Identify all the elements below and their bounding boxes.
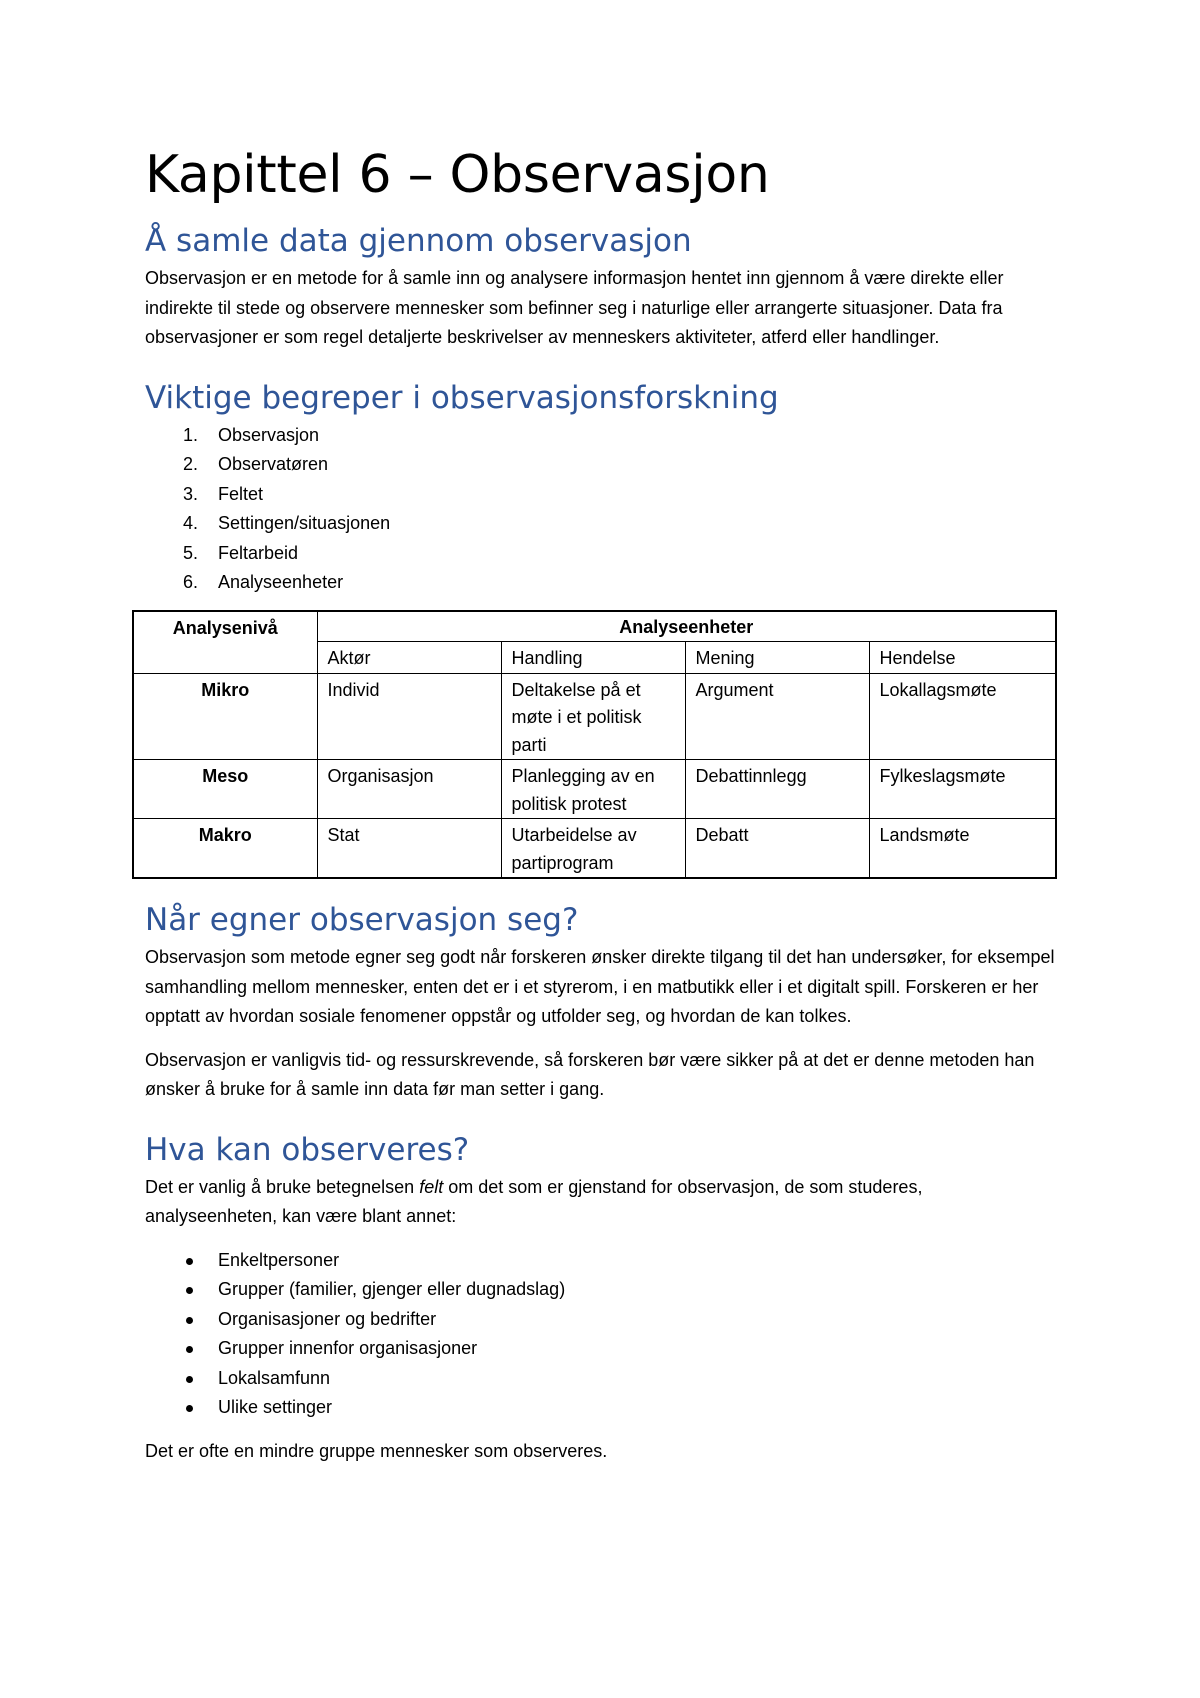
chapter-title: Kapittel 6 – Observasjon bbox=[145, 145, 770, 205]
table-row bbox=[133, 760, 1056, 819]
list-item bbox=[145, 539, 1055, 569]
list-item bbox=[145, 509, 1055, 539]
section-heading-key-concepts: Viktige begreper i observasjonsforskning bbox=[145, 379, 779, 416]
list-item-label: Feltarbeid bbox=[218, 542, 299, 563]
list-item bbox=[145, 1305, 1055, 1335]
table-cell: Utarbeidelse av partiprogram bbox=[501, 819, 685, 879]
paragraph-observation-definition: Observasjon er en metode for å samle inn og analysere informasjon hentet inn gjennom å være direkte eller indirekte til stede og observere mennesker som befinner seg i naturlige eller arrangerte situasjoner. Data fra observasjoner er som regel detaljerte beskrivelser av menneskers aktiviteter, atferd eller handlinger. bbox=[145, 268, 1004, 347]
table-column-header: Mening bbox=[685, 642, 869, 674]
table-header-row bbox=[133, 611, 1056, 642]
table-row bbox=[133, 673, 1056, 760]
table-row bbox=[133, 819, 1056, 879]
list-item bbox=[145, 1393, 1055, 1423]
table-header-level: Analysenivå bbox=[133, 611, 317, 674]
table-column-header: Handling bbox=[501, 642, 685, 674]
list-item-label: Observatøren bbox=[218, 454, 329, 474]
table-cell: Debattinnlegg bbox=[685, 760, 869, 819]
table-cell: Argument bbox=[685, 673, 869, 760]
bullet-icon bbox=[186, 1405, 193, 1412]
paragraph-when-suitable: Observasjon som metode egner seg godt når forskeren ønsker direkte tilgang til det han undersøker, for eksempel samhandling mellom mennesker, enten det er i et styrerom, i en matbutikk eller i et digitalt spill. Forskeren er her opptatt av hvordan sosiale fenomener oppstår og utfolder seg, og hvordan de kan tolkes. bbox=[145, 947, 1055, 1026]
list-item-label: Grupper (familier, gjenger eller dugnadslag) bbox=[218, 1279, 566, 1299]
table-cell-level: Meso bbox=[133, 760, 317, 819]
list-item-label: Lokalsamfunn bbox=[218, 1367, 331, 1388]
table-cell: Debatt bbox=[685, 819, 869, 879]
list-number: 4. bbox=[183, 513, 199, 533]
list-number: 3. bbox=[183, 483, 199, 504]
table-cell: Individ bbox=[317, 673, 501, 760]
paragraph-field-intro bbox=[145, 1173, 1055, 1232]
intro-italic-term: felt bbox=[419, 1176, 444, 1197]
list-item-label: Ulike settinger bbox=[218, 1397, 333, 1417]
list-number: 1. bbox=[183, 424, 199, 445]
table-cell: Organisasjon bbox=[317, 760, 501, 819]
bullet-icon bbox=[186, 1376, 193, 1383]
list-item-label: Settingen/situasjonen bbox=[218, 513, 391, 533]
bullet-icon bbox=[186, 1317, 193, 1324]
section-heading-when-suitable: Når egner observasjon seg? bbox=[145, 902, 579, 938]
table-cell: Deltakelse på et møte i et politisk parti bbox=[501, 673, 685, 760]
list-item bbox=[145, 1275, 1055, 1305]
table-cell-level: Makro bbox=[133, 819, 317, 879]
paragraph-closing: Det er ofte en mindre gruppe mennesker som observeres. bbox=[145, 1440, 608, 1461]
list-number: 5. bbox=[183, 542, 199, 563]
list-item bbox=[145, 1246, 1055, 1276]
intro-text-before: Det er vanlig å bruke betegnelsen bbox=[145, 1176, 420, 1197]
intro-text-after: om det som er gjenstand for observasjon, de som studeres, analyseenheten, kan være blant annet: bbox=[145, 1176, 923, 1226]
list-item bbox=[145, 1334, 1055, 1364]
table-cell: Stat bbox=[317, 819, 501, 879]
table-cell: Landsmøte bbox=[869, 819, 1056, 879]
bullet-icon bbox=[186, 1346, 193, 1353]
section-heading-what-observed: Hva kan observeres? bbox=[145, 1131, 470, 1168]
list-item-label: Grupper innenfor organisasjoner bbox=[218, 1338, 478, 1358]
paragraph-resource-demanding: Observasjon er vanligvis tid- og ressurskrevende, så forskeren bør være sikker på at det er denne metoden han ønsker å bruke for å samle inn data før man setter i gang. bbox=[145, 1049, 1035, 1099]
analysis-units-table bbox=[132, 610, 1057, 880]
list-item bbox=[145, 1364, 1055, 1394]
list-item-label: Observasjon bbox=[218, 424, 320, 445]
list-item bbox=[145, 480, 1055, 510]
list-item bbox=[145, 450, 1055, 480]
bullet-icon bbox=[186, 1287, 193, 1294]
list-number: 6. bbox=[183, 572, 199, 592]
list-item-label: Enkeltpersoner bbox=[218, 1249, 340, 1270]
list-item bbox=[145, 421, 1055, 451]
table-cell: Planlegging av en politisk protest bbox=[501, 760, 685, 819]
table-cell: Lokallagsmøte bbox=[869, 673, 1056, 760]
observable-units-list bbox=[145, 1246, 1055, 1423]
list-number: 2. bbox=[183, 454, 199, 474]
list-item-label: Feltet bbox=[218, 483, 264, 504]
key-concepts-list bbox=[145, 421, 1055, 598]
table-cell: Fylkeslagsmøte bbox=[869, 760, 1056, 819]
section-heading-collect-data: Å samle data gjennom observasjon bbox=[145, 223, 692, 259]
list-item-label: Analyseenheter bbox=[218, 572, 344, 592]
list-item-label: Organisasjoner og bedrifter bbox=[218, 1308, 437, 1329]
list-item bbox=[145, 568, 1055, 598]
bullet-icon bbox=[186, 1258, 193, 1265]
table-cell-level: Mikro bbox=[133, 673, 317, 760]
table-column-header: Aktør bbox=[317, 642, 501, 674]
table-header-units: Analyseenheter bbox=[317, 611, 1056, 642]
table-column-header: Hendelse bbox=[869, 642, 1056, 674]
document-content bbox=[145, 140, 1055, 1466]
